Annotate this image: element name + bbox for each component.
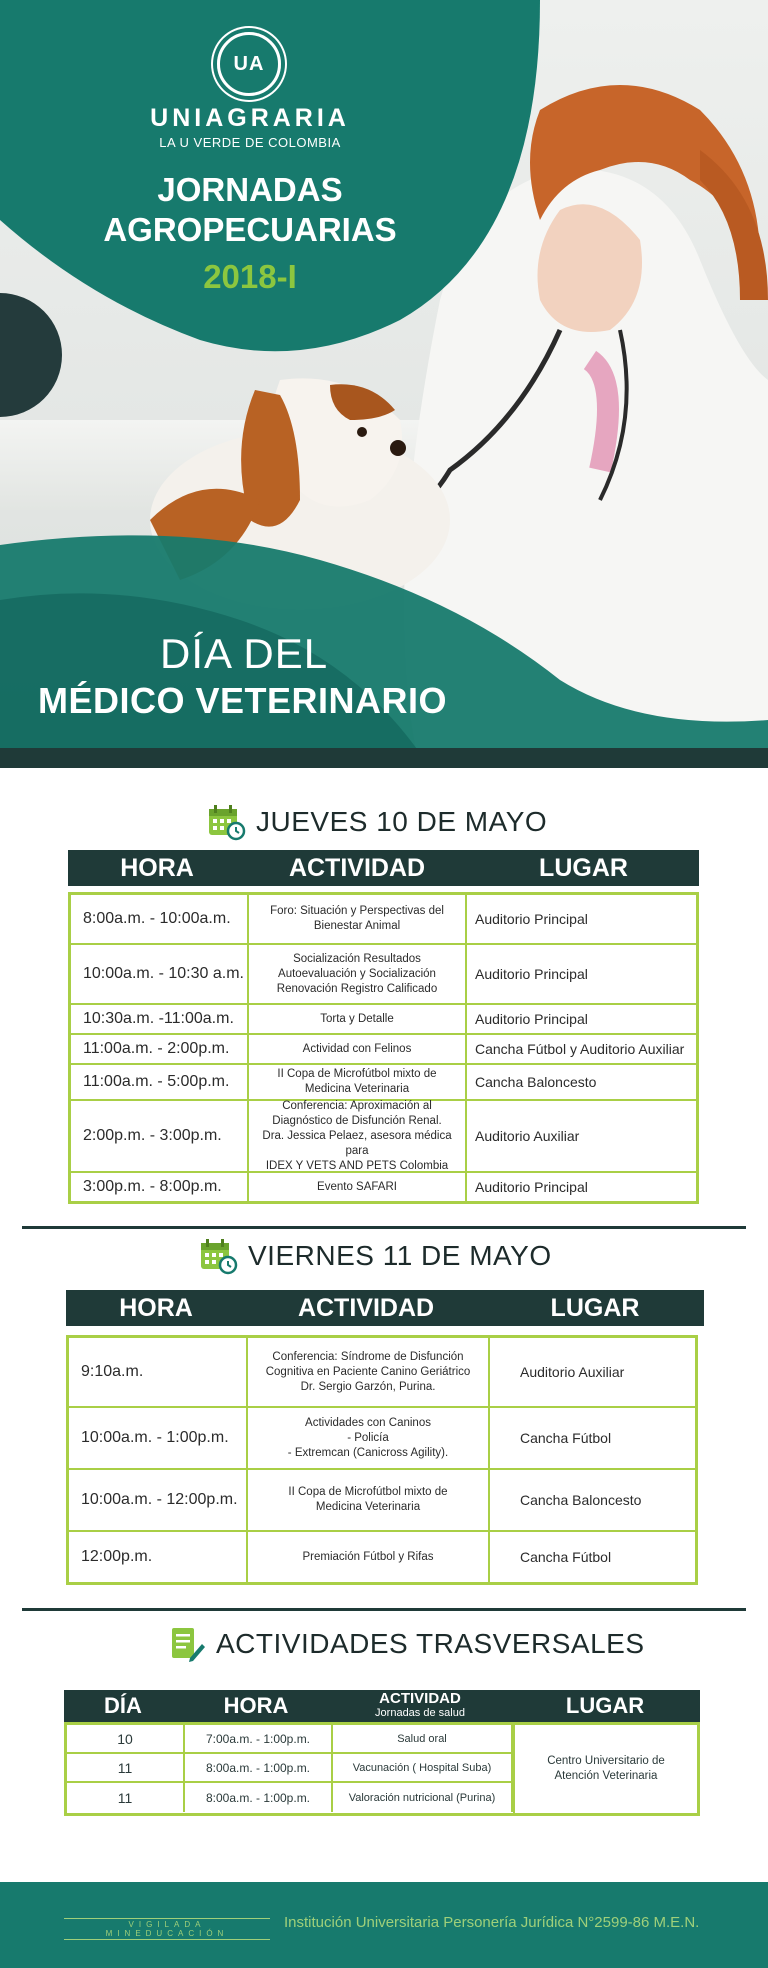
table-row: [71, 1005, 696, 1035]
day1-title: JUEVES 10 DE MAYO: [256, 806, 548, 837]
lugar-cell: Cancha Baloncesto: [520, 1492, 642, 1508]
headline-line-1: DÍA DEL: [160, 630, 329, 677]
lugar-cell: Auditorio Principal: [475, 1011, 588, 1027]
dia-cell: 10: [67, 1725, 185, 1752]
dia-cell: 11: [67, 1783, 185, 1812]
hero-illustration: [0, 0, 768, 768]
day1-heading: [206, 802, 547, 842]
actividad-cell: Valoración nutricional (Purina): [333, 1783, 513, 1812]
header-actividad: ACTIVIDAD: [297, 1293, 435, 1322]
actividad-cell: Actividades con Caninos - Policía - Extremcan (Canicross Agility).: [248, 1408, 490, 1468]
table-row: [69, 1470, 695, 1532]
table-row: [67, 1783, 513, 1812]
header-hora: HORA: [119, 1293, 193, 1322]
uniagraria-logo: UA: [217, 32, 281, 96]
header-lugar: LUGAR: [550, 1293, 640, 1322]
hero-bottom-band: [0, 748, 768, 768]
hora-cell: 10:00a.m. - 12:00p.m.: [69, 1470, 248, 1530]
section-divider: [22, 1608, 746, 1611]
lugar-cell: Cancha Baloncesto: [475, 1074, 597, 1090]
lugar-cell: Auditorio Auxiliar: [520, 1364, 625, 1380]
hora-cell: 10:30a.m. -11:00a.m.: [71, 1005, 249, 1033]
header-lugar: LUGAR: [539, 853, 628, 882]
lugar-cell: Auditorio Principal: [475, 1179, 588, 1195]
day2-table: [66, 1335, 698, 1585]
event-title: JORNADAS AGROPECUARIAS: [103, 171, 397, 248]
day2-table-header: [66, 1290, 704, 1326]
header-actividad: [330, 1690, 510, 1722]
actividad-cell: II Copa de Microfútbol mixto de Medicina Veterinaria: [248, 1470, 490, 1530]
actividad-cell: Actividad con Felinos: [249, 1035, 467, 1063]
lugar-cell: Cancha Fútbol: [520, 1549, 612, 1565]
actividad-cell: Evento SAFARI: [249, 1173, 467, 1201]
table-row: [71, 1173, 696, 1201]
actividad-cell: Torta y Detalle: [249, 1005, 467, 1033]
actividad-cell: Conferencia: Síndrome de Disfunción Cognitiva en Paciente Canino Geriátrico Dr. Sergio Garzón, Purina.: [248, 1338, 490, 1406]
hora-cell: 10:00a.m. - 10:30 a.m.: [71, 945, 249, 1003]
calendar-clock-icon: [198, 1236, 238, 1276]
brand-tagline: LA U VERDE DE COLOMBIA: [159, 135, 341, 150]
actividad-cell: Foro: Situación y Perspectivas del Bienestar Animal: [249, 895, 467, 943]
header-actividad-sub: Jornadas de salud: [375, 1707, 465, 1719]
header-hora: HORA: [223, 1693, 289, 1718]
trasversales-table: [64, 1722, 700, 1816]
trasversales-heading: [166, 1624, 645, 1664]
table-row: [71, 1065, 696, 1101]
table-row: [69, 1338, 695, 1408]
actividad-cell: Socialización Resultados Autoevaluación y Socialización Renovación Registro Calificado: [249, 945, 467, 1003]
table-row: [69, 1408, 695, 1470]
trasversales-table-header: [64, 1690, 700, 1722]
footer: [0, 1882, 768, 1968]
actividad-cell: Conferencia: Aproximación al Diagnóstico de Disfunción Renal. Dra. Jessica Pelaez, asesora médica para IDEX Y VETS AND PETS Colombia: [249, 1101, 467, 1171]
table-row: [67, 1725, 513, 1754]
event-period: 2018-I: [203, 258, 297, 295]
hora-cell: 8:00a.m. - 10:00a.m.: [71, 895, 249, 943]
brand-name: UNIAGRARIA: [150, 104, 350, 132]
hora-cell: 12:00p.m.: [69, 1532, 248, 1582]
actividad-cell: Salud oral: [333, 1725, 513, 1752]
actividad-cell: Premiación Fútbol y Rifas: [248, 1532, 490, 1582]
hora-cell: 11:00a.m. - 2:00p.m.: [71, 1035, 249, 1063]
dark-circle-left: [0, 293, 62, 417]
day2-title: VIERNES 11 DE MAYO: [248, 1240, 552, 1271]
lugar-cell: Auditorio Auxiliar: [475, 1128, 580, 1144]
hora-cell: 9:10a.m.: [69, 1338, 248, 1406]
actividad-cell: Vacunación ( Hospital Suba): [333, 1754, 513, 1781]
table-row: [69, 1532, 695, 1582]
vigilada-mineducacion: VIGILADA MINEDUCACIÓN: [64, 1918, 270, 1940]
hora-cell: 3:00p.m. - 8:00p.m.: [71, 1173, 249, 1201]
institution-legal: Institución Universitaria Personería Jurídica N°2599-86 M.E.N.: [284, 1914, 700, 1931]
document-pen-icon: [166, 1624, 206, 1664]
hora-cell: 8:00a.m. - 1:00p.m.: [185, 1783, 333, 1812]
table-row: [71, 1035, 696, 1065]
header-actividad-label: ACTIVIDAD: [379, 1690, 461, 1707]
day1-table: [68, 892, 699, 1204]
hora-cell: 7:00a.m. - 1:00p.m.: [185, 1725, 333, 1752]
lugar-cell: Centro Universitario de Atención Veterinaria: [513, 1725, 697, 1813]
hora-cell: 8:00a.m. - 1:00p.m.: [185, 1754, 333, 1781]
header-hora: HORA: [120, 853, 194, 882]
lugar-cell: Auditorio Principal: [475, 911, 588, 927]
section-divider: [22, 1226, 746, 1229]
headline-line-2: MÉDICO VETERINARIO: [38, 680, 448, 721]
table-row: [71, 895, 696, 945]
hero-banner: [0, 0, 768, 768]
header-dia: DÍA: [104, 1693, 142, 1718]
hora-cell: 11:00a.m. - 5:00p.m.: [71, 1065, 249, 1099]
trasversales-title: ACTIVIDADES TRASVERSALES: [216, 1628, 645, 1659]
actividad-cell: II Copa de Microfútbol mixto de Medicina Veterinaria: [249, 1065, 467, 1099]
lugar-cell: Cancha Fútbol: [520, 1430, 612, 1446]
table-row: [71, 945, 696, 1005]
dia-cell: 11: [67, 1754, 185, 1781]
header-lugar: LUGAR: [565, 1693, 645, 1718]
hora-cell: 2:00p.m. - 3:00p.m.: [71, 1101, 249, 1171]
day2-heading: [198, 1236, 552, 1276]
calendar-clock-icon: [206, 802, 246, 842]
lugar-cell: Auditorio Principal: [475, 966, 588, 982]
table-row: [71, 1101, 696, 1173]
table-row: [67, 1754, 513, 1783]
hora-cell: 10:00a.m. - 1:00p.m.: [69, 1408, 248, 1468]
lugar-cell: Cancha Fútbol y Auditorio Auxiliar: [475, 1041, 685, 1057]
header-actividad: ACTIVIDAD: [288, 853, 426, 882]
day1-table-header: [68, 850, 699, 886]
